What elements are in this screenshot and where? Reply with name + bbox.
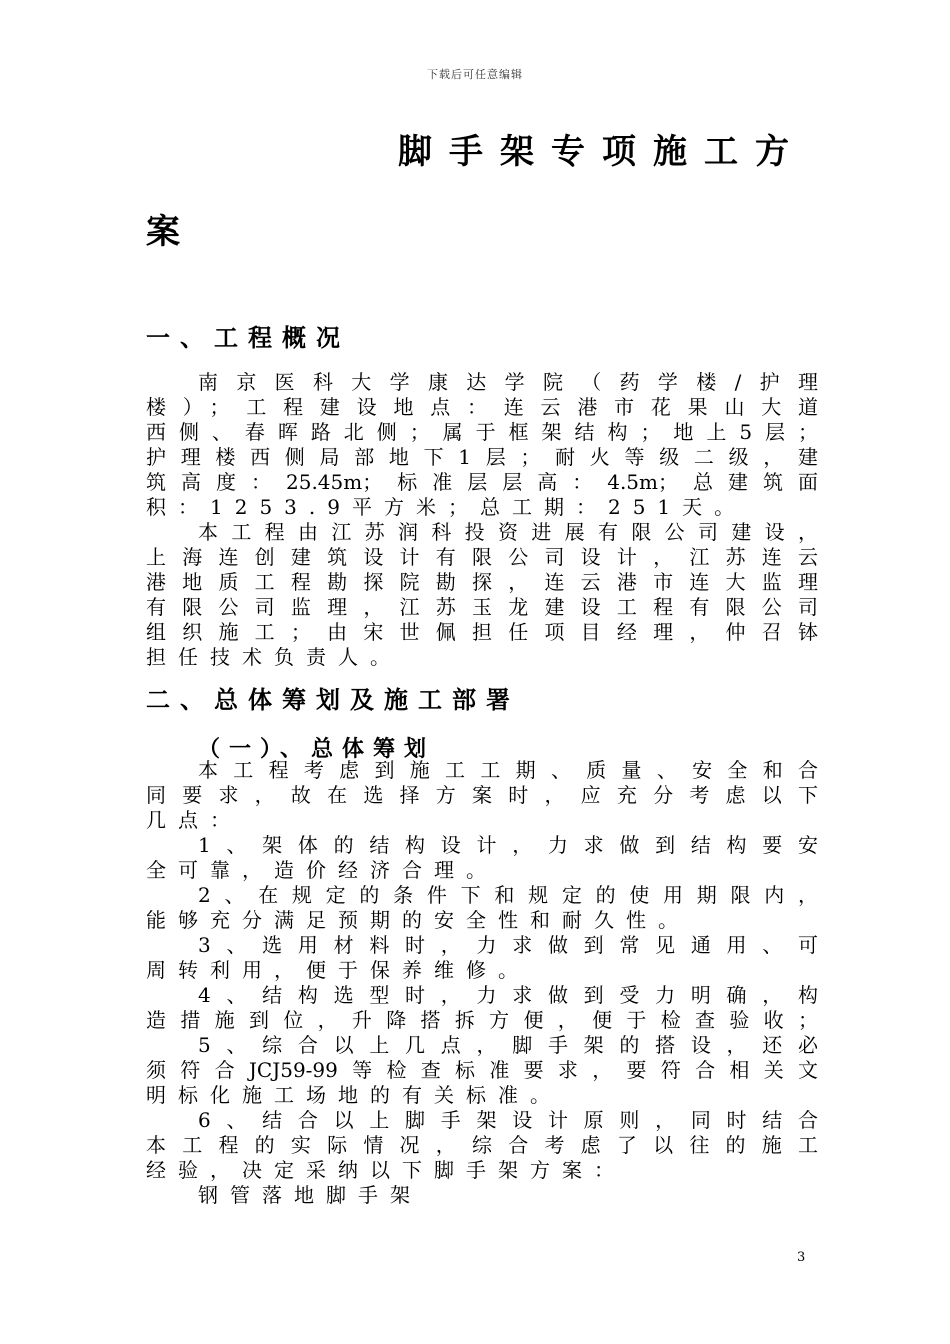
text-line: 5、综合以上几点，脚手架的搭设，还必 xyxy=(198,1033,818,1057)
text-line: 能够充分满足预期的安全性和耐久性。 xyxy=(146,908,690,932)
header-note: 下载后可任意编辑 xyxy=(427,68,523,81)
text-line: 1、架体的结构设计，力求做到结构要安 xyxy=(198,833,818,857)
text-line: 担任技术负责人。 xyxy=(146,645,402,669)
text-line: 南京医科大学康达学院（药学楼/护理 xyxy=(198,370,818,394)
text-line: 钢管落地脚手架 xyxy=(198,1183,422,1207)
section-heading-overview: 一、工程概况 xyxy=(146,323,350,352)
planning-item-4 xyxy=(146,983,818,1033)
scaffold-plan-choice xyxy=(146,1183,818,1208)
text-line: 本工程的实际情况，综合考虑了以往的施工 xyxy=(146,1133,818,1157)
text-line: 上海连创建筑设计有限公司设计，江苏连云 xyxy=(146,545,818,569)
overview-paragraph-1 xyxy=(146,370,818,520)
text-line: 同要求，故在选择方案时，应充分考虑以下 xyxy=(146,783,818,807)
text-line: 本工程考虑到施工工期、质量、安全和合 xyxy=(198,758,818,782)
planning-paragraph-intro xyxy=(146,758,818,833)
text-line: 明标化施工场地的有关标准。 xyxy=(146,1083,562,1107)
text-line: 西侧、春晖路北侧；属于框架结构；地上5层； xyxy=(146,420,818,444)
planning-item-6 xyxy=(146,1108,818,1183)
subsection-heading-planning: （一）、总体筹划 xyxy=(198,736,436,762)
planning-item-2 xyxy=(146,883,818,933)
text-line: 组织施工；由宋世佩担任项目经理，仲召钵 xyxy=(146,620,818,644)
text-line: 周转利用，便于保养维修。 xyxy=(146,958,530,982)
text-line: 6、结合以上脚手架设计原则，同时结合 xyxy=(198,1108,818,1132)
text-line: 楼）；工程建设地点：连云港市花果山大道 xyxy=(146,395,818,419)
document-title: 脚手架专项施工方 xyxy=(398,132,806,172)
text-line: 须符合JCJ59-99等检查标准要求，要符合相关文 xyxy=(146,1058,818,1082)
document-title-continued: 案 xyxy=(146,212,180,252)
planning-item-5 xyxy=(146,1033,818,1108)
text-line: 几点： xyxy=(146,808,242,832)
text-line: 2、在规定的条件下和规定的使用期限内， xyxy=(198,883,818,907)
text-line: 有限公司监理，江苏玉龙建设工程有限公司 xyxy=(146,595,818,619)
text-line: 经验，决定采纳以下脚手架方案： xyxy=(146,1158,626,1182)
text-line: 本工程由江苏润科投资进展有限公司建设， xyxy=(198,520,818,544)
planning-item-1 xyxy=(146,833,818,883)
text-line: 3、选用材料时，力求做到常见通用、可 xyxy=(198,933,818,957)
text-line: 护理楼西侧局部地下1层；耐火等级二级，建 xyxy=(146,445,818,469)
text-line: 积：1253.9平方米；总工期：251天。 xyxy=(146,495,747,519)
overview-paragraph-2 xyxy=(146,520,818,670)
page-number: 3 xyxy=(797,1250,806,1265)
planning-item-3 xyxy=(146,933,818,983)
text-line: 4、结构选型时，力求做到受力明确，构 xyxy=(198,983,818,1007)
section-heading-planning: 二、总体筹划及施工部署 xyxy=(146,685,520,714)
text-line: 港地质工程勘探院勘探，连云港市连大监理 xyxy=(146,570,818,594)
text-line: 全可靠，造价经济合理。 xyxy=(146,858,498,882)
text-line: 筑高度：25.45m；标准层层高：4.5m；总建筑面 xyxy=(146,470,818,494)
text-line: 造措施到位，升降搭拆方便，便于检查验收； xyxy=(146,1008,818,1032)
